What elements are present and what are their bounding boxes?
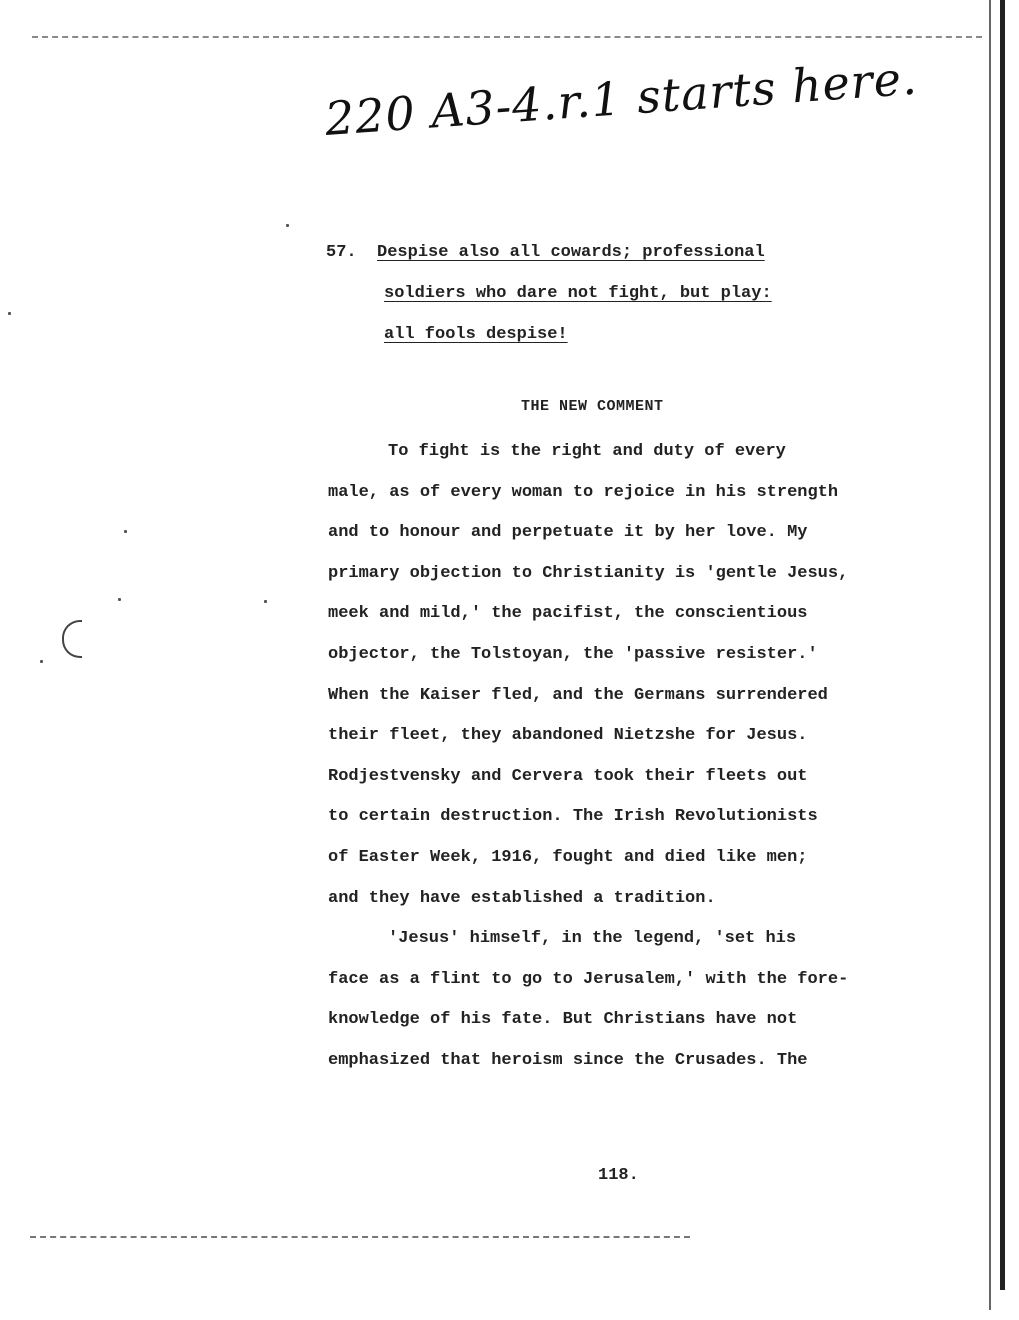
scan-speck — [8, 312, 11, 315]
scan-speck — [124, 530, 127, 533]
body-line: of Easter Week, 1916, fought and died like men; — [328, 847, 808, 867]
body-line: Rodjestvensky and Cervera took their fleets out — [328, 766, 808, 786]
page-number: 118. — [598, 1166, 639, 1185]
body-line: 'Jesus' himself, in the legend, 'set his — [388, 929, 797, 949]
body-line: face as a flint to go to Jerusalem,' with the fore- — [328, 969, 849, 989]
body-line: their fleet, they abandoned Nietzshe for Jesus. — [328, 726, 808, 746]
scan-speck — [118, 598, 121, 601]
verse-line-1 — [326, 232, 886, 273]
section-heading: THE NEW COMMENT — [521, 398, 664, 415]
scan-edge-right-inner — [989, 0, 991, 1310]
body-line: To fight is the right and duty of every — [388, 442, 786, 461]
verse-text: Despise also all cowards; professional — [377, 243, 765, 262]
comment-body — [328, 432, 948, 1082]
verse-text: all fools despise! — [384, 325, 568, 344]
verse-text: soldiers who dare not fight, but play: — [384, 284, 772, 303]
scan-speck — [264, 600, 267, 603]
body-line: knowledge of his fate. But Christians have not — [328, 1010, 798, 1030]
body-line: primary objection to Christianity is 'gentle Jesus, — [328, 563, 849, 583]
margin-bracket-mark — [62, 620, 82, 658]
body-line: objector, the Tolstoyan, the 'passive resister.' — [328, 644, 818, 664]
handwritten-annotation: 220 A3-4.r.1 starts here. — [323, 50, 920, 146]
body-line: meek and mild,' the pacifist, the conscientious — [328, 604, 808, 624]
body-line: male, as of every woman to rejoice in his strength — [328, 482, 839, 502]
body-line: and they have established a tradition. — [328, 888, 716, 908]
scan-edge-right — [1000, 0, 1005, 1290]
body-line: emphasized that heroism since the Crusades. The — [328, 1050, 808, 1070]
scan-speck — [40, 660, 43, 663]
verse-number: 57. — [326, 243, 357, 262]
body-line: and to honour and perpetuate it by her love. My — [328, 523, 808, 543]
body-line: When the Kaiser fled, and the Germans surrendered — [328, 685, 828, 705]
scan-edge-bottom — [30, 1236, 690, 1238]
scan-edge-top — [32, 36, 982, 38]
body-line: to certain destruction. The Irish Revolutionists — [328, 807, 818, 827]
verse-block — [326, 232, 886, 355]
scan-speck — [286, 224, 289, 227]
verse-line-3 — [326, 314, 886, 355]
verse-line-2 — [326, 273, 886, 314]
